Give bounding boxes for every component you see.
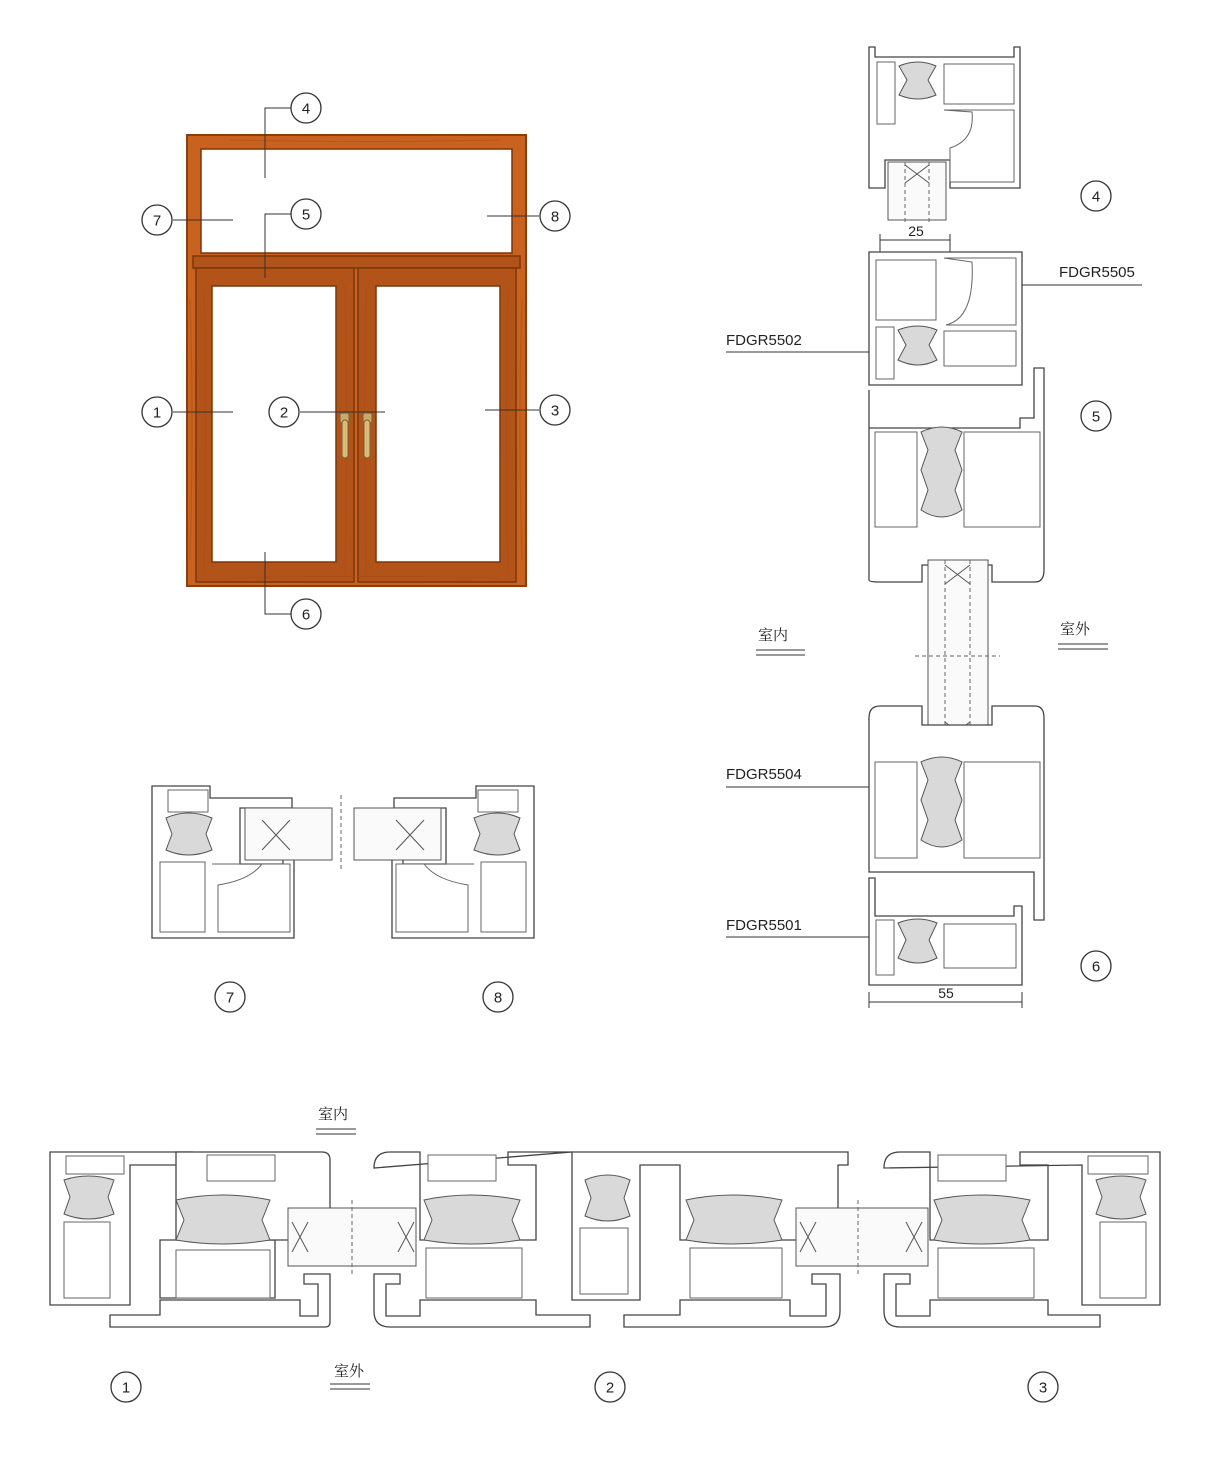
callout-8: [540, 201, 570, 231]
svg-text:5: 5: [301, 206, 311, 224]
outdoor-underline-horizontal: [330, 1384, 370, 1389]
window-elevation: [142, 93, 570, 629]
section-6-profile: [869, 706, 1044, 985]
section-number-7: [215, 982, 245, 1012]
svg-text:4: 4: [301, 100, 311, 118]
svg-text:4: 4: [1091, 188, 1101, 206]
svg-text:5: 5: [1091, 408, 1101, 426]
section-1-profile: [50, 1152, 416, 1327]
svg-text:8: 8: [550, 208, 560, 226]
section-7-8: [152, 786, 534, 1012]
section-number-8: [483, 982, 513, 1012]
svg-text:6: 6: [1091, 958, 1101, 976]
svg-text:1: 1: [121, 1379, 131, 1397]
svg-text:1: 1: [152, 404, 162, 422]
label-fdgr5502: FDGR5502: [726, 332, 802, 349]
svg-text:3: 3: [550, 402, 560, 420]
label-fdgr5505: FDGR5505: [1059, 264, 1135, 281]
callout-5: [291, 199, 321, 229]
right-sash-glass: [376, 286, 500, 562]
svg-text:8: 8: [493, 989, 503, 1007]
svg-text:7: 7: [152, 212, 162, 230]
section-4-profile: [869, 47, 1020, 222]
callout-4: [291, 93, 321, 123]
glass-unit-vertical: [915, 560, 1000, 746]
section-number-2: [595, 1372, 625, 1402]
callout-3: [540, 395, 570, 425]
label-fdgr5501: FDGR5501: [726, 917, 802, 934]
indoor-label-horizontal: 室内: [318, 1105, 349, 1123]
svg-text:3: 3: [1038, 1379, 1048, 1397]
svg-text:2: 2: [605, 1379, 615, 1397]
svg-text:2: 2: [279, 404, 289, 422]
section-number-5: [1081, 401, 1111, 431]
vertical-section: [726, 47, 1142, 1008]
outdoor-label-vertical: 室外: [1060, 620, 1091, 638]
svg-text:7: 7: [225, 989, 235, 1007]
callout-2: [269, 397, 299, 427]
dim-25-text: 25: [908, 223, 924, 239]
callout-1: [142, 397, 172, 427]
section-number-3: [1028, 1372, 1058, 1402]
indoor-underline-vertical: [756, 650, 805, 655]
transom-bar: [193, 256, 520, 268]
indoor-underline-horizontal: [316, 1129, 356, 1134]
svg-text:6: 6: [301, 606, 311, 624]
dim-55-text: 55: [938, 985, 954, 1001]
horizontal-section: [50, 1105, 1160, 1402]
outdoor-label-horizontal: 室外: [334, 1362, 365, 1380]
section-7-profile: [152, 786, 332, 938]
outdoor-underline-vertical: [1058, 644, 1108, 649]
section-5-profile: [869, 252, 1044, 582]
callout-7: [142, 205, 172, 235]
section-number-6: [1081, 951, 1111, 981]
section-number-4: [1081, 181, 1111, 211]
section-8-profile: [354, 786, 534, 938]
transom-glass: [201, 149, 512, 253]
callout-6: [291, 599, 321, 629]
indoor-label-vertical: 室内: [758, 626, 789, 644]
section-2-profile: [374, 1152, 928, 1327]
label-fdgr5504: FDGR5504: [726, 766, 802, 783]
section-number-1: [111, 1372, 141, 1402]
